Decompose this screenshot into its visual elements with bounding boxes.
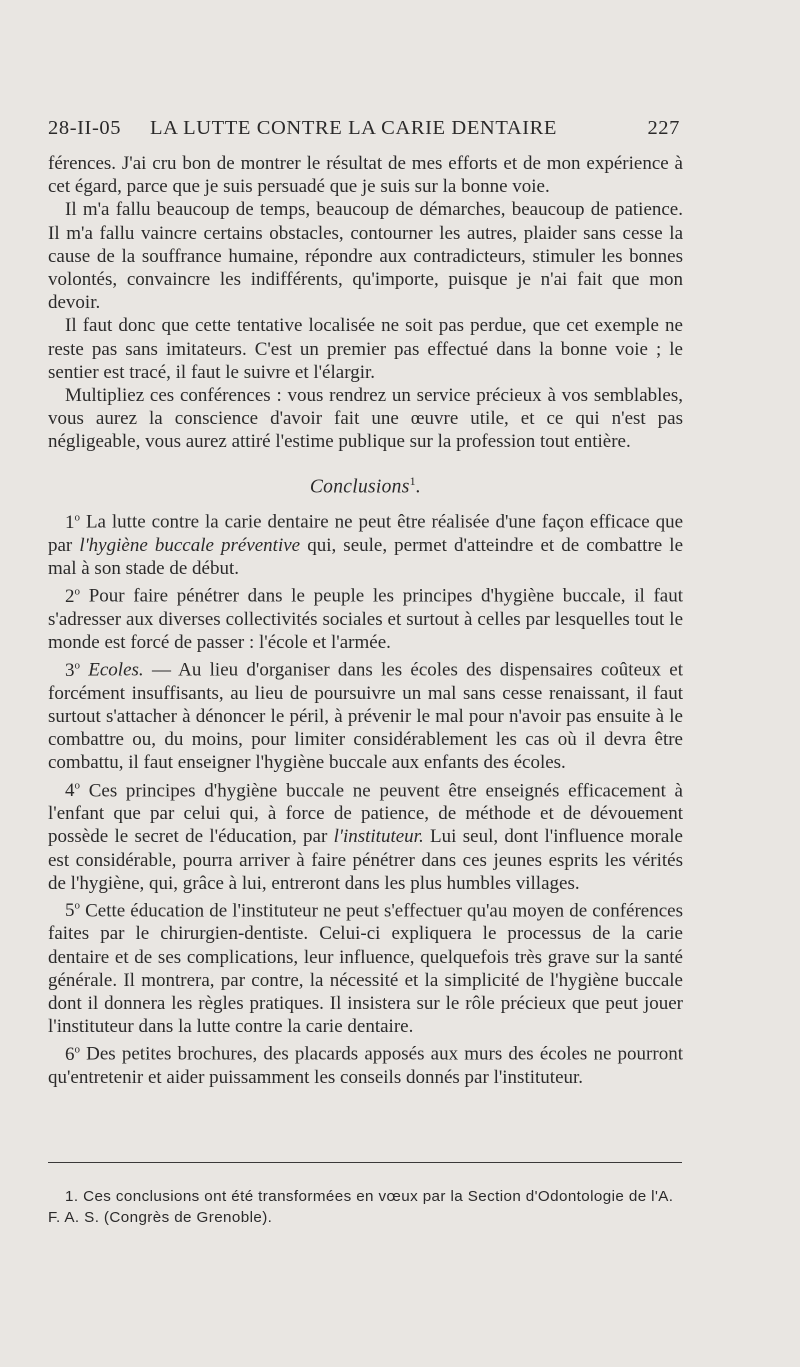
item-text: Pour faire pénétrer dans le peuple les principes d'hygiène buccale, il faut s'adresser aux diverses collectivités sociales et surtout à celles par lesquelles tout le monde est forcé de passer : l'école et l'armée. <box>48 585 683 654</box>
conclusion-item-2 <box>48 580 683 654</box>
item-number: 2$^o$ <box>65 585 80 607</box>
item-text: Lui seul, dont l'influence morale est considérable, pourra arriver à faire pénétrer dans ces jeunes esprits les vérités de l'hygiène, qui, grâce à lui, entreront dans les plus humbles villages. <box>48 826 683 894</box>
conclusion-item-3 <box>48 654 683 774</box>
footnote-reference: 1 <box>409 473 416 488</box>
footnote-divider <box>48 1162 682 1163</box>
footnote-text: 1. Ces conclusions ont été transformées en vœux par la Section d'Odontologie de l'A. F. A. S. (Congrès de Grenoble). <box>48 1188 674 1226</box>
item-number: 6$^o$ <box>65 1043 80 1065</box>
item-emphasis: Ecoles. <box>88 659 144 681</box>
running-title: LA LUTTE CONTRE LA CARIE DENTAIRE <box>150 117 558 139</box>
conclusion-item-4 <box>48 775 683 895</box>
section-heading-text: Conclusions <box>309 476 410 498</box>
item-emphasis: l'instituteur. <box>333 826 424 848</box>
conclusion-item-6 <box>48 1038 683 1089</box>
paragraph: Il m'a fallu beaucoup de temps, beaucoup de démarches, beaucoup de patience. Il m'a fallu vaincre certains obstacles, contourner les autres, plaider sans cesse la cause de la souffrance humaine, répondre aux contradicteurs, stimuler les bonnes volontés, convaincre les indifférents, qu'importe, puisque je n'ai fait que mon devoir. <box>48 199 683 314</box>
page-number: 227 <box>647 117 680 139</box>
footnote <box>48 1186 688 1228</box>
item-text: qui, seule, permet d'atteindre et de combattre le mal à son stade de début. <box>48 534 684 580</box>
item-number: 5$^o$ <box>65 899 80 922</box>
item-emphasis: l'hygiène buccale préventive <box>79 534 301 556</box>
item-number: 1$^o$ <box>65 511 80 533</box>
item-text: Des petites brochures, des placards apposés aux murs des écoles ne pourront qu'entretenir et aider puissamment les conseils donnés par l'instituteur. <box>48 1043 683 1088</box>
conclusion-item-5 <box>48 895 683 1039</box>
item-text: — Au lieu d'organiser dans les écoles des dispensaires coûteux et forcément insuffisants, au lieu de poursuivre un mal sans cesse renaissant, il faut surtout s'attacher à dénoncer le péril, à prévenir le mal pour n'avoir pas ensuite à le combattre ou, du moins, pour limiter considérablement les cas où il devra être combattu, il faut enseigner l'hygiène buccale aux enfants des écoles. <box>48 659 683 774</box>
header-date-code: 28-II-05 <box>48 117 122 139</box>
paragraph: Multipliez ces conférences : vous rendrez un service précieux à vos semblables, vous aurez la conscience d'avoir fait une œuvre utile, et ce qui n'est pas négligeable, vous aurez attiré l'estime publique sur la profession tout entière. <box>48 385 683 453</box>
item-number: 4$^o$ <box>65 779 80 801</box>
item-number: 3$^o$ <box>65 659 80 681</box>
item-text: Ces principes d'hygiène buccale ne peuvent être enseignés efficacement à l'enfant que par celui qui, à force de patience, de méthode et de dévouement possède le secret de l'éducation, par <box>48 779 683 848</box>
item-text: Cette éducation de l'instituteur ne peut s'effectuer qu'au moyen de conférences faites par le chirurgien-dentiste. Celui-ci expliquera le processus de la carie dentaire et de ses complications, leur influence, quelquefois très grave sur la santé générale. Il montrera, par contre, la nécessité et la simplicité de l'hygiène buccale dont il donnera les règles pratiques. Il insistera sur le rôle précieux que peut jouer l'instituteur dans la lutte contre la carie dentaire. <box>48 900 683 1038</box>
conclusion-item-1 <box>48 506 683 580</box>
paragraph: férences. J'ai cru bon de montrer le résultat de mes efforts et de mon expérience à cet égard, parce que je suis persuadé que je suis sur la bonne voie. <box>48 153 683 198</box>
section-heading: Conclusions$^1$. <box>309 473 422 498</box>
paragraph: Il faut donc que cette tentative localisée ne soit pas perdue, que cet exemple ne reste pas sans imitateurs. C'est un premier pas effectué dans la bonne voie ; le sentier est tracé, il faut le suivre et l'élargir. <box>48 315 683 383</box>
main-text <box>48 152 683 1089</box>
item-text: La lutte contre la carie dentaire ne peut être réalisée d'une façon efficace que par <box>48 511 684 556</box>
